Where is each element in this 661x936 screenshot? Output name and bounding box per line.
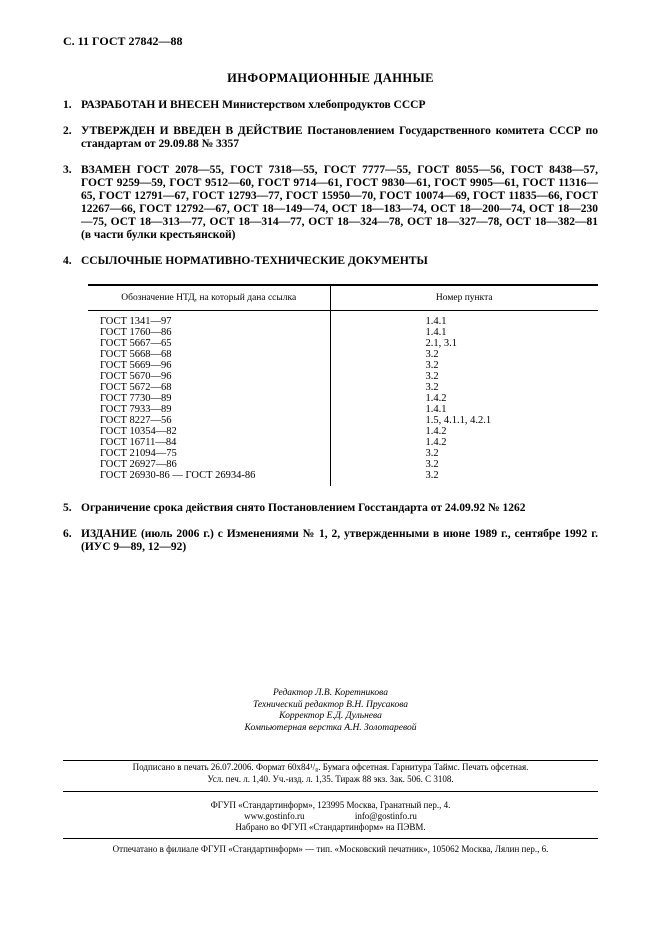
table-cell-ntd: ГОСТ 5672—68 [88, 382, 330, 393]
item-text: ВЗАМЕН ГОСТ 2078—55, ГОСТ 7318—55, ГОСТ 7777—55, ГОСТ 8055—56, ГОСТ 8438—57, ГОСТ 9259—59, ГОСТ 9512—60, ГОСТ 9714—61, ГОСТ 9830—61, ГОСТ 9905—61, ГОСТ 11316—65, ГОСТ 12791—67, ГОСТ 12793—77, ГОСТ 15950—70, ГОСТ 10074—69, ГОСТ 11835—66, ГОСТ 12267—66, ГОСТ 12792—67, ОСТ 18—149—74, ОСТ 18—183—74, ОСТ 18—200—74, ОСТ 18—230—75, ОСТ 18—313—77, ОСТ 18—314—77, ОСТ 18—324—78, ОСТ 18—327—78, ОСТ 18—382—81 (в части булки крестьянской) [81, 164, 598, 241]
credits-block [63, 688, 598, 734]
table-cell-punkt: 3.2 [425, 470, 439, 481]
publisher-website: www.gostinfo.ru [244, 811, 305, 821]
table-cell-punkt: 3.2 [425, 349, 439, 360]
table-cell-ntd: ГОСТ 5669—96 [88, 360, 330, 371]
table-cell-punkt: 1.5, 4.1.1, 4.2.1 [425, 415, 492, 426]
table-cell-punkt: 3.2 [425, 448, 439, 459]
publisher-email: info@gostinfo.ru [354, 811, 417, 821]
table-cell-ntd: ГОСТ 5667—65 [88, 338, 330, 349]
table-row [88, 371, 598, 382]
table-row [88, 426, 598, 437]
table-cell-punkt: 1.4.1 [425, 404, 447, 415]
section-item-3 [63, 164, 598, 242]
item-number: 2. [63, 125, 72, 137]
table-cell-ntd: ГОСТ 10354—82 [88, 426, 330, 437]
table-cell-punkt: 1.4.1 [425, 327, 447, 338]
item-number: 6. [63, 528, 72, 540]
table-cell-punkt: 1.4.1 [425, 316, 447, 327]
credit-corrector: Корректор Е.Д. Дульнева [279, 711, 382, 721]
table-row [88, 448, 598, 459]
table-cell-punkt: 3.2 [425, 459, 439, 470]
table-cell-punkt: 1.4.2 [425, 437, 447, 448]
table-cell-punkt: 1.4.2 [425, 393, 447, 404]
divider [63, 791, 598, 792]
table-cell-punkt: 2.1, 3.1 [425, 338, 457, 349]
table-cell-ntd: ГОСТ 5668—68 [88, 349, 330, 360]
table-cell-punkt: 3.2 [425, 382, 439, 393]
table-row [88, 437, 598, 448]
column-header-punkt: Номер пункта [330, 285, 598, 311]
table-cell-ntd: ГОСТ 7933—89 [88, 404, 330, 415]
divider [63, 838, 598, 839]
section-item-1 [63, 99, 598, 112]
credit-layout: Компьютерная верстка А.Н. Золотаревой [244, 722, 417, 733]
print-info-line-1: Подписано в печать 26.07.2006. Формат 60x84¹/₈. Бумага офсетная. Гарнитура Таймс. Печать офсетная. [132, 762, 529, 772]
references-table [88, 284, 598, 486]
item-text: ИЗДАНИЕ (июль 2006 г.) с Изменениями № 1, 2, утвержденными в июне 1989 г., сентябре 1992 г. (ИУС 9—89, 12—92) [81, 528, 598, 553]
table-cell-ntd: ГОСТ 7730—89 [88, 393, 330, 404]
table-row [88, 404, 598, 415]
typeset-note: Набрано во ФГУП «Стандартинформ» на ПЭВМ. [235, 822, 426, 832]
table-cell-ntd: ГОСТ 26927—86 [88, 459, 330, 470]
table-header-row [88, 285, 598, 311]
table-row [88, 382, 598, 393]
numbered-items [63, 99, 598, 268]
table-cell-ntd: ГОСТ 5670—96 [88, 371, 330, 382]
table-row [88, 311, 598, 328]
table-row [88, 393, 598, 404]
table-cell-ntd: ГОСТ 1760—86 [88, 327, 330, 338]
column-header-ntd: Обозначение НТД, на который дана ссылка [88, 285, 330, 311]
item-text: РАЗРАБОТАН И ВНЕСЕН Министерством хлебопродуктов СССР [81, 99, 426, 111]
numbered-items-after-table [63, 502, 598, 554]
table-row [88, 327, 598, 338]
publisher-contacts [63, 811, 598, 822]
table-cell-ntd: ГОСТ 1341—97 [88, 311, 330, 328]
page-header: С. 11 ГОСТ 27842—88 [63, 34, 183, 48]
item-text: Ограничение срока действия снято Постановлением Госстандарта от 24.09.92 № 1262 [81, 502, 526, 514]
section-item-6 [63, 528, 598, 554]
table-cell-punkt: 1.4.2 [425, 426, 447, 437]
section-item-5 [63, 502, 598, 515]
print-info-line-2: Усл. печ. л. 1,40. Уч.-изд. л. 1,35. Тираж 88 экз. Зак. 506. С 3108. [207, 774, 454, 784]
table-row [88, 415, 598, 426]
table-cell-punkt: 3.2 [425, 371, 439, 382]
section-item-2 [63, 125, 598, 151]
table-cell-punkt: 3.2 [425, 360, 439, 371]
item-number: 1. [63, 99, 72, 111]
item-number: 5. [63, 502, 72, 514]
table-cell-ntd: ГОСТ 26930-86 — ГОСТ 26934-86 [88, 470, 330, 486]
table-row [88, 338, 598, 349]
item-number: 3. [63, 164, 72, 176]
table-row [88, 349, 598, 360]
colophon [63, 688, 598, 855]
section-item-4 [63, 255, 598, 268]
table-cell-ntd: ГОСТ 8227—56 [88, 415, 330, 426]
table-row [88, 360, 598, 371]
document-title: ИНФОРМАЦИОННЫЕ ДАННЫЕ [227, 71, 434, 85]
table-row [88, 470, 598, 486]
table-row [88, 459, 598, 470]
table-cell-ntd: ГОСТ 16711—84 [88, 437, 330, 448]
publisher-address: ФГУП «Стандартинформ», 123995 Москва, Гранатный пер., 4. [210, 800, 451, 810]
table-cell-ntd: ГОСТ 21094—75 [88, 448, 330, 459]
item-number: 4. [63, 255, 72, 267]
item-text: УТВЕРЖДЕН И ВВЕДЕН В ДЕЙСТВИЕ Постановлением Государственного комитета СССР по стандартам от 29.09.88 № 3357 [81, 125, 598, 150]
credit-editor: Редактор Л.В. Коретникова [273, 688, 388, 698]
printer-note: Отпечатано в филиале ФГУП «Стандартинформ» — тип. «Московский печатник», 105062 Москва, Лялин пер., 6. [112, 844, 549, 854]
credit-tech-editor: Технический редактор В.Н. Прусакова [252, 699, 409, 710]
item-text: ССЫЛОЧНЫЕ НОРМАТИВНО-ТЕХНИЧЕСКИЕ ДОКУМЕНТЫ [81, 255, 428, 267]
